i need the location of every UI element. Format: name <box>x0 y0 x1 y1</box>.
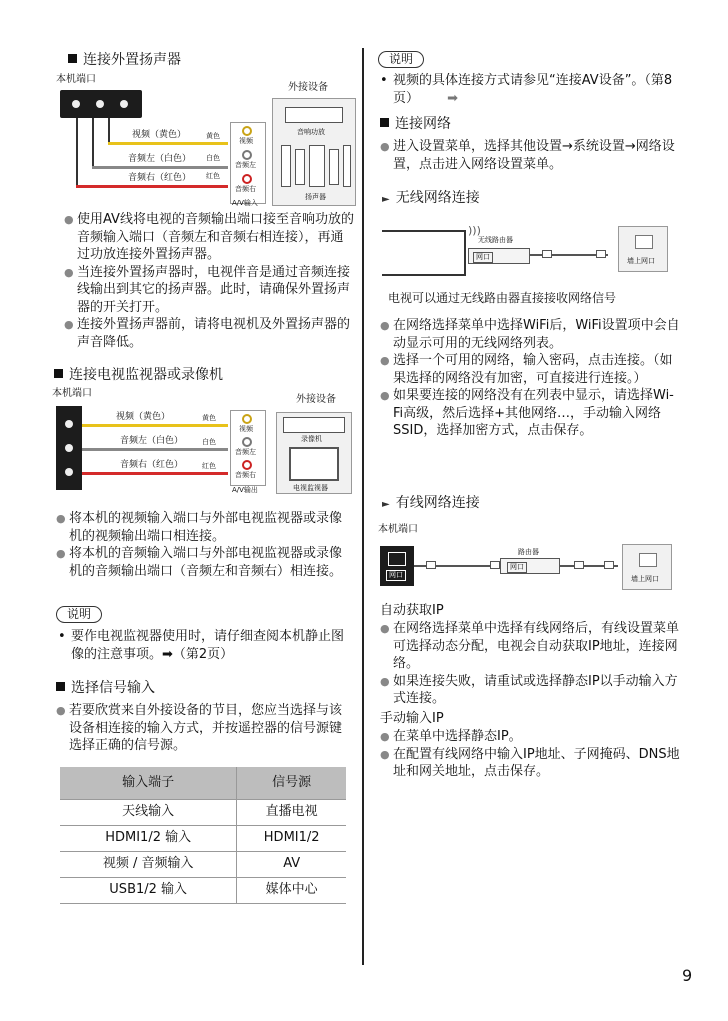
video-cable <box>108 142 228 145</box>
table-row <box>60 825 346 851</box>
auto-ip-title: 自动获取IP <box>380 603 444 618</box>
audio-right-jack-icon <box>242 174 252 184</box>
tv-port-panel <box>60 90 142 118</box>
plug-icon <box>490 561 500 569</box>
triangle-bullet-icon: ► <box>382 194 390 205</box>
list-item: ● 将本机的视频输入端口与外部电视监视器或录像机的视频输出端口相连接。 <box>56 510 354 545</box>
list-item: ● 如果连接失败，请重试或选择静态IP以手动输入方式连接。 <box>380 673 680 708</box>
table-row <box>60 851 346 877</box>
ethernet-port-icon <box>635 235 653 249</box>
manual-ip-title: 手动输入IP <box>380 711 444 726</box>
table-row <box>60 877 346 903</box>
list-item: ● 使用AV线将电视的音频输出端口接至音响功放的音频输入端口（音频左和音频右相连接），再通过功放连接外置扬声器。 <box>64 211 354 264</box>
list-item: ● 在配置有线网络中输入IP地址、子网掩码、DNS地址和网关地址，点击保存。 <box>380 746 680 781</box>
amp-speaker-device: 音响功放 扬声器 <box>272 98 356 206</box>
list-item: • 视频的具体连接方式请参见“连接AV设备”。（第8页） ➡ <box>380 72 692 107</box>
wireless-heading: ► 无线网络连接 <box>382 190 480 209</box>
audio-left-cable <box>82 448 228 451</box>
audio-right-jack-icon <box>242 460 252 470</box>
av-output-box: 视频 音频左 音频右 <box>230 410 266 486</box>
plug-icon <box>542 250 552 258</box>
video-jack-icon <box>242 414 252 424</box>
audio-left-cable <box>92 166 228 169</box>
square-bullet-icon <box>56 682 65 691</box>
list-item: ● 将本机的音频输入端口与外部电视监视器或录像机的音频输出端口（音频左和音频右）相连接。 <box>56 545 354 580</box>
table-cell: 直播电视 <box>237 799 346 825</box>
audio-left-jack-icon <box>242 437 252 447</box>
list-item: ● 如果要连接的网络没有在列表中显示，请选择Wi-Fi高级，然后选择+其他网络…，手动输入网络SSID，选择加密方式，点击保存。 <box>380 387 680 440</box>
wired-diagram: 本机端口 网口 路由器 网口 墙上网口 <box>378 524 678 594</box>
plug-icon <box>596 250 606 258</box>
column-divider <box>362 48 364 965</box>
wall-port-device: 墙上网口 <box>622 544 672 590</box>
plug-icon <box>426 561 436 569</box>
monitor-icon <box>289 447 339 481</box>
cable-audio-r-label: 音频右（红色） <box>128 173 192 183</box>
cable-audio-l-label: 音频左（白色） <box>128 154 192 164</box>
audio-right-cable <box>82 472 228 475</box>
monitor-heading: 连接电视监视器或录像机 <box>54 367 223 385</box>
note-1 <box>56 606 102 624</box>
monitor-diagram: 本机端口 视频（黄色） 音频左（白色） 音频右（红色） 黄色 白色 红色 视频 音频左 音频右 A/V输出 外接设备 录像机 电视监视器 <box>52 388 356 496</box>
audio-left-jack-icon <box>242 150 252 160</box>
plug-icon <box>604 561 614 569</box>
ethernet-port-icon <box>639 553 657 567</box>
vcr-icon <box>283 417 345 433</box>
router-icon: 网口 <box>500 558 560 574</box>
speaker-icon <box>281 145 291 187</box>
manual-ip-bullets <box>380 728 680 781</box>
tv-port-label: 本机端口 <box>56 74 96 85</box>
table-cell: HDMI1/2 <box>237 825 346 851</box>
list-item: ● 当连接外置扬声器时，电视伴音是通过音频连接线输出到其它的扬声器。此时，请确保外置扬声器的开关打开。 <box>64 264 354 317</box>
vcr-monitor-device: 录像机 电视监视器 <box>276 412 352 494</box>
list-item: ● 在网络选择菜单中选择WiFi后，WiFi设置项中会自动显示可用的无线网络列表。 <box>380 317 680 352</box>
speaker-bullets <box>64 211 354 351</box>
table-header-row <box>60 767 346 799</box>
wireless-diagram: ))) 无线路由器 网口 墙上网口 <box>382 218 674 280</box>
external-device-label: 外接设备 <box>288 82 328 93</box>
speaker-heading: 连接外置扬声器 <box>68 52 181 70</box>
signal-bullets <box>56 702 354 755</box>
wall-port-device: 墙上网口 <box>618 226 668 272</box>
note-1-text <box>58 628 354 663</box>
wireless-bullets <box>380 317 680 440</box>
network-heading: 连接网络 <box>380 116 451 134</box>
video-cable <box>82 424 228 427</box>
auto-ip-bullets <box>380 620 680 708</box>
list-item: • 要作电视监视器使用时，请仔细查阅本机静止图像的注意事项。➡（第2页） <box>58 628 354 663</box>
signal-heading: 选择信号输入 <box>56 680 155 698</box>
arrow-right-icon: ➡ <box>447 90 459 106</box>
table-header: 输入端子 <box>60 767 237 799</box>
table-cell: 媒体中心 <box>237 877 346 903</box>
note-2 <box>378 51 424 69</box>
list-item: ● 在网络选择菜单中选择有线网络后，有线设置菜单可选择动态分配，电视会自动获取IP地址，连接网络。 <box>380 620 680 673</box>
triangle-bullet-icon: ► <box>382 499 390 510</box>
cable-video-label: 视频（黄色） <box>132 130 187 140</box>
plug-icon <box>574 561 584 569</box>
tv-lan-panel: 网口 <box>380 546 414 586</box>
audio-right-cable <box>76 185 228 188</box>
signal-table <box>60 767 346 904</box>
list-item: ● 若要欣赏来自外接设备的节目，您应当选择与该设备相连接的输入方式，并按遥控器的信号源键选择正确的信号源。 <box>56 702 354 755</box>
note-2-text <box>380 72 692 107</box>
note-label: 说明 <box>378 51 424 68</box>
monitor-bullets <box>56 510 354 580</box>
speaker-diagram: 本机端口 视频（黄色） 音频左（白色） 音频右（红色） 黄色 白色 红色 视频 音频左 音频右 A/V输入 外接设备 音响功放 扬声器 <box>56 74 356 210</box>
table-cell: 视频 / 音频输入 <box>60 851 237 877</box>
square-bullet-icon <box>54 369 63 378</box>
page-number: 9 <box>682 966 693 985</box>
square-bullet-icon <box>380 118 389 127</box>
table-cell: 天线输入 <box>60 799 237 825</box>
av-input-box: 视频 音频左 音频右 <box>230 122 266 204</box>
list-item: ● 进入设置菜单，选择其他设置→系统设置→网络设置，点击进入网络设置菜单。 <box>380 138 680 173</box>
note-label: 说明 <box>56 606 102 623</box>
tv-side-panel <box>56 406 82 490</box>
table-cell: HDMI1/2 输入 <box>60 825 237 851</box>
table-cell: USB1/2 输入 <box>60 877 237 903</box>
wired-heading: ► 有线网络连接 <box>382 495 480 514</box>
video-jack-icon <box>242 126 252 136</box>
square-bullet-icon <box>68 54 77 63</box>
wireless-caption: 电视可以通过无线路由器直接接收网络信号 <box>388 291 617 305</box>
network-bullets <box>380 138 680 173</box>
router-icon: 网口 <box>468 248 530 264</box>
tv-icon <box>382 230 466 276</box>
amplifier-icon <box>285 107 343 123</box>
wifi-icon: ))) <box>468 224 481 237</box>
list-item: ● 选择一个可用的网络，输入密码，点击连接。（如果选择的网络没有加密，可直接进行连接。） <box>380 352 680 387</box>
table-cell: AV <box>237 851 346 877</box>
ethernet-port-icon <box>388 552 406 566</box>
list-item: ● 连接外置扬声器前，请将电视机及外置扬声器的声音降低。 <box>64 316 354 351</box>
list-item: ● 在菜单中选择静态IP。 <box>380 728 680 746</box>
table-row <box>60 799 346 825</box>
table-header: 信号源 <box>237 767 346 799</box>
